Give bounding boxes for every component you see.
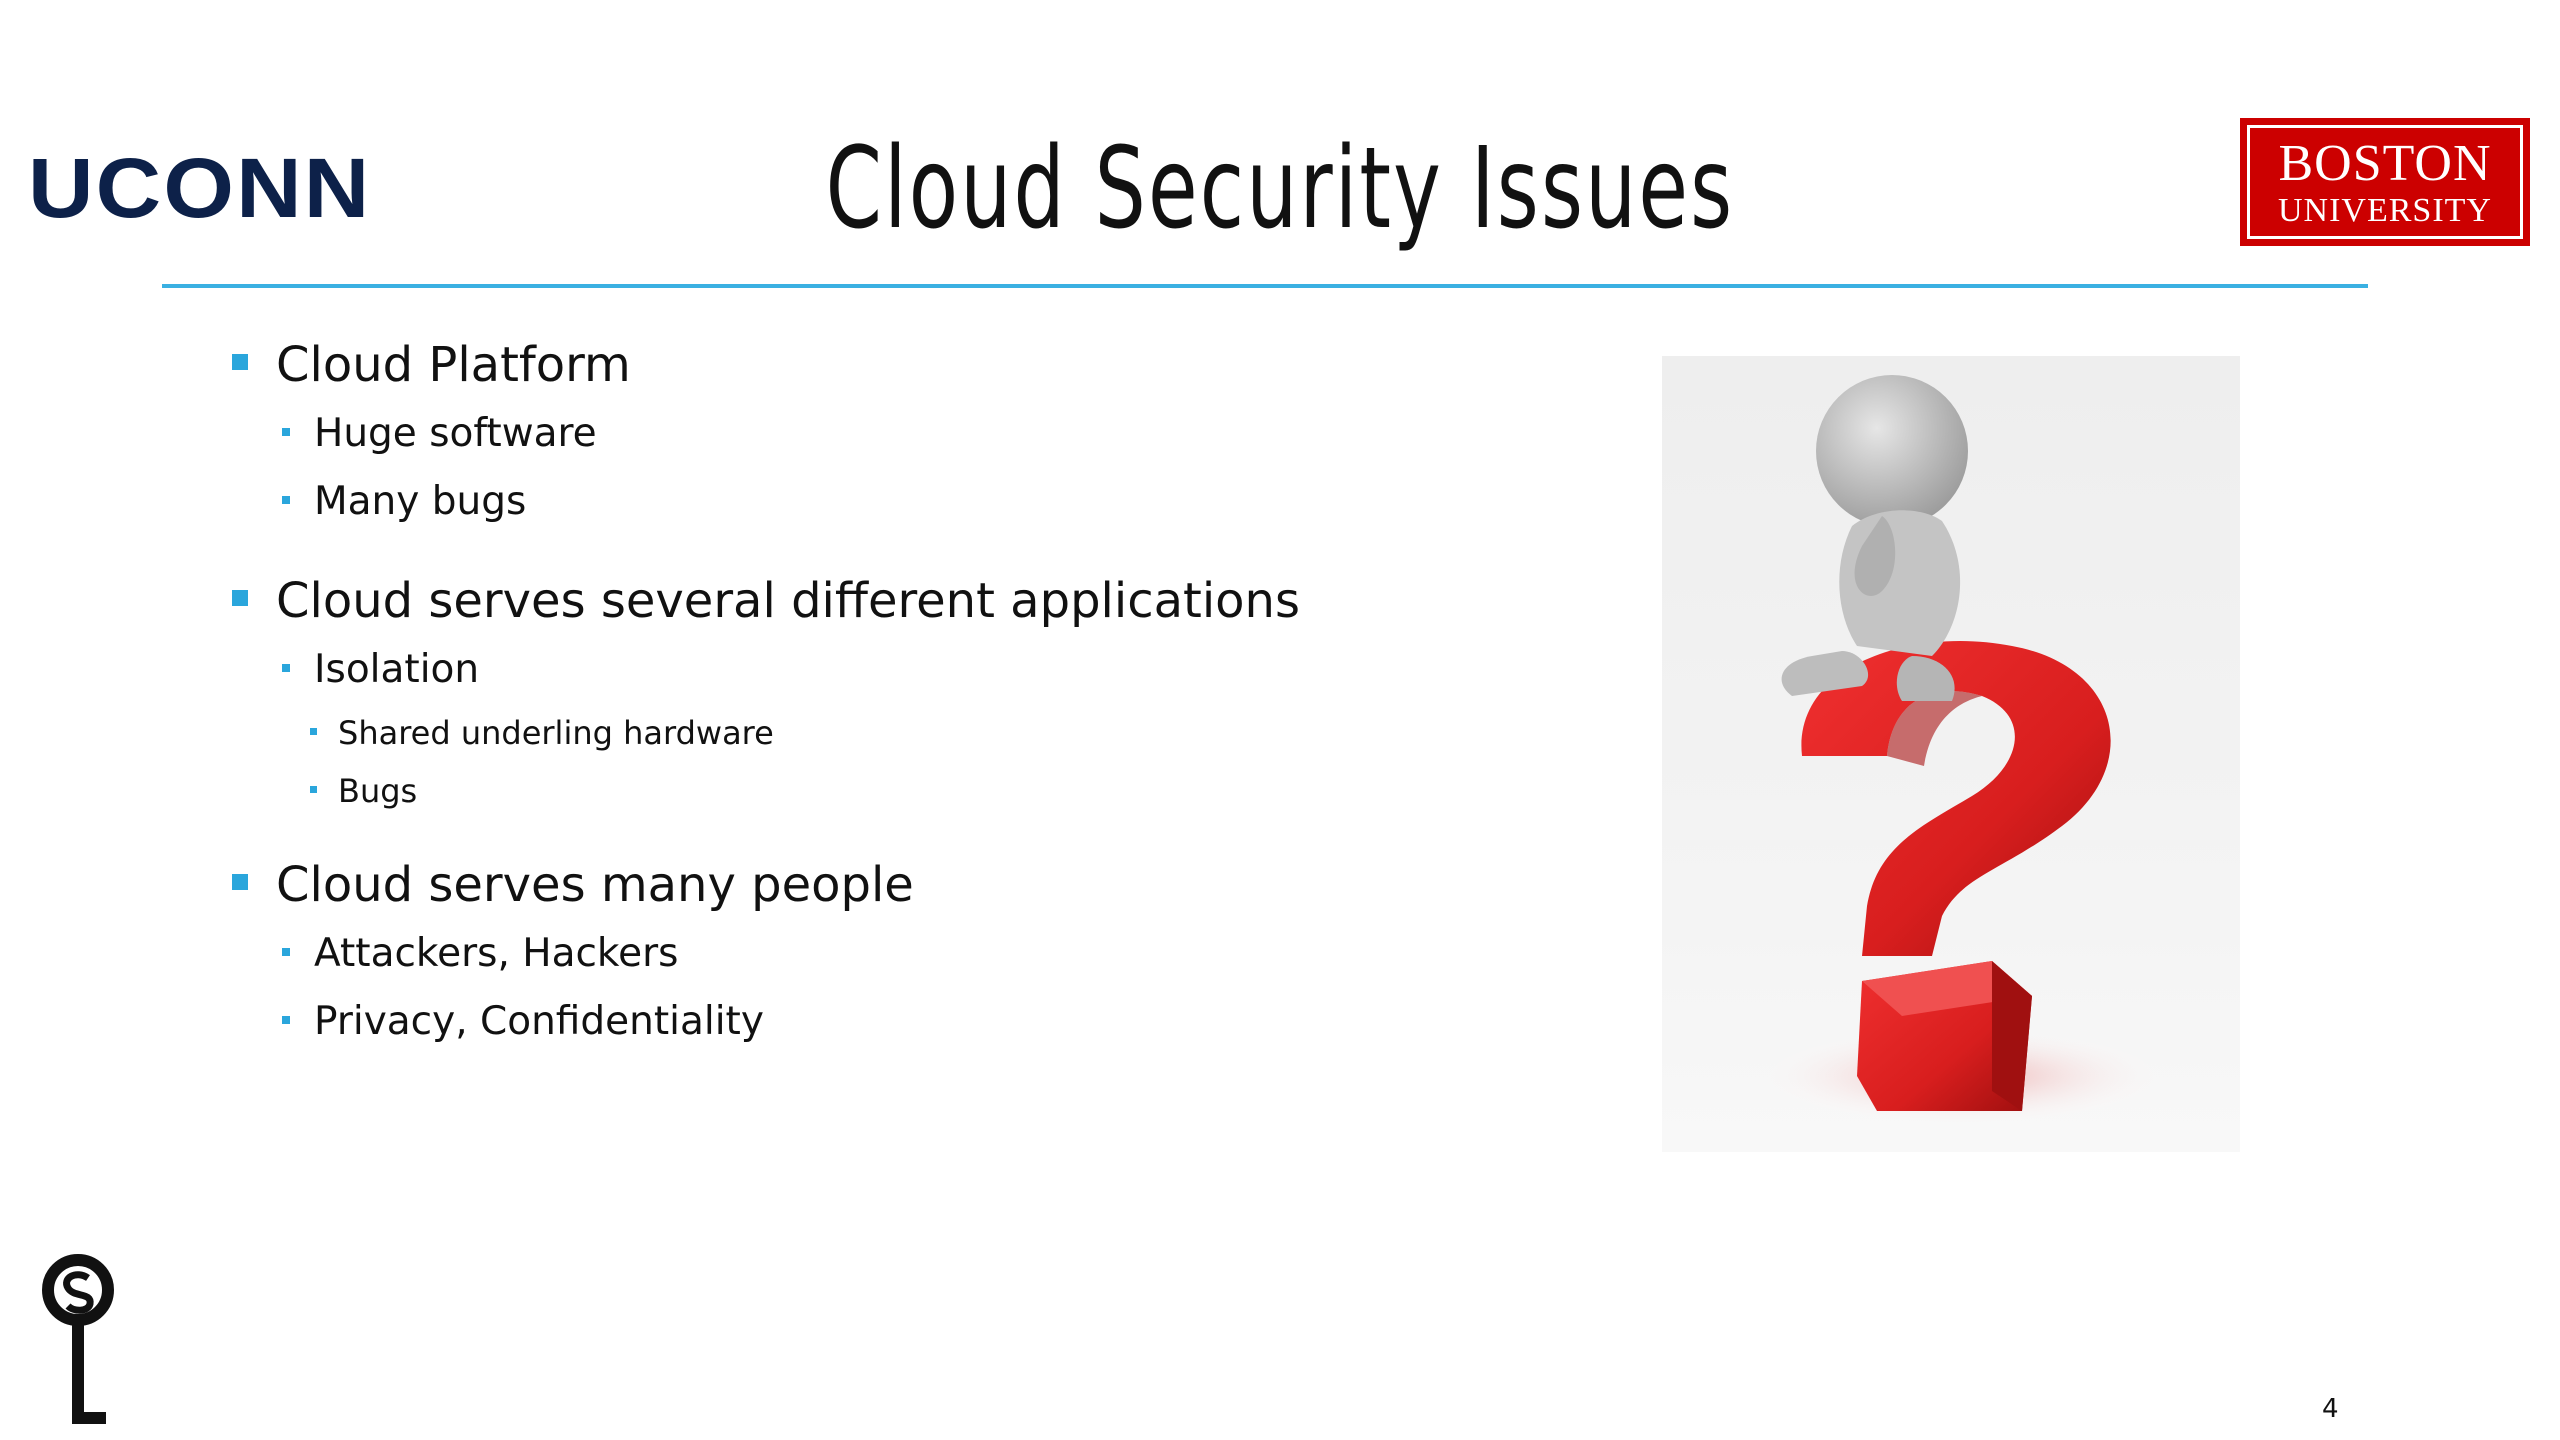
thinking-figure-on-question-mark-icon [1662, 356, 2240, 1152]
sub-bullet-text: Isolation [314, 647, 480, 692]
uconn-logo: UCONN [28, 141, 372, 235]
square-bullet-icon [232, 590, 248, 606]
sub-bullet-text: Many bugs [314, 479, 527, 524]
bullet-text: Cloud Platform [276, 337, 631, 393]
square-bullet-icon [282, 664, 290, 672]
bullet-text: Cloud serves many people [276, 857, 914, 913]
sub-bullet-item [228, 468, 1608, 536]
bu-logo-line2: UNIVERSITY [2278, 192, 2492, 229]
slide-title: Cloud Security Issues [825, 124, 1735, 254]
square-bullet-icon [310, 728, 317, 735]
sub-sub-bullet-item [228, 762, 1608, 820]
square-bullet-icon [310, 786, 317, 793]
square-bullet-icon [282, 428, 290, 436]
square-bullet-icon [232, 354, 248, 370]
sub-bullet-item [228, 920, 1608, 988]
sub-bullet-item [228, 988, 1608, 1056]
sub-sub-bullet-text: Shared underling hardware [338, 714, 774, 752]
boston-university-logo [2240, 118, 2530, 246]
cs-key-logo-icon [36, 1252, 126, 1432]
bullet-list [228, 330, 1608, 1056]
sub-bullet-item [228, 636, 1608, 704]
sub-bullet-item [228, 400, 1608, 468]
sub-bullet-text: Huge software [314, 411, 597, 456]
square-bullet-icon [282, 1016, 290, 1024]
square-bullet-icon [282, 948, 290, 956]
bullet-item [228, 850, 1608, 920]
sub-bullet-text: Attackers, Hackers [314, 931, 679, 976]
title-divider [162, 284, 2368, 288]
square-bullet-icon [282, 496, 290, 504]
square-bullet-icon [232, 874, 248, 890]
sub-sub-bullet-item [228, 704, 1608, 762]
sub-bullet-text: Privacy, Confidentiality [314, 999, 764, 1044]
bullet-text: Cloud serves several different applications [276, 573, 1300, 629]
bu-logo-line1: BOSTON [2278, 135, 2492, 192]
bullet-item [228, 566, 1608, 636]
page-number: 4 [2322, 1394, 2339, 1424]
bullet-item [228, 330, 1608, 400]
sub-sub-bullet-text: Bugs [338, 772, 418, 810]
